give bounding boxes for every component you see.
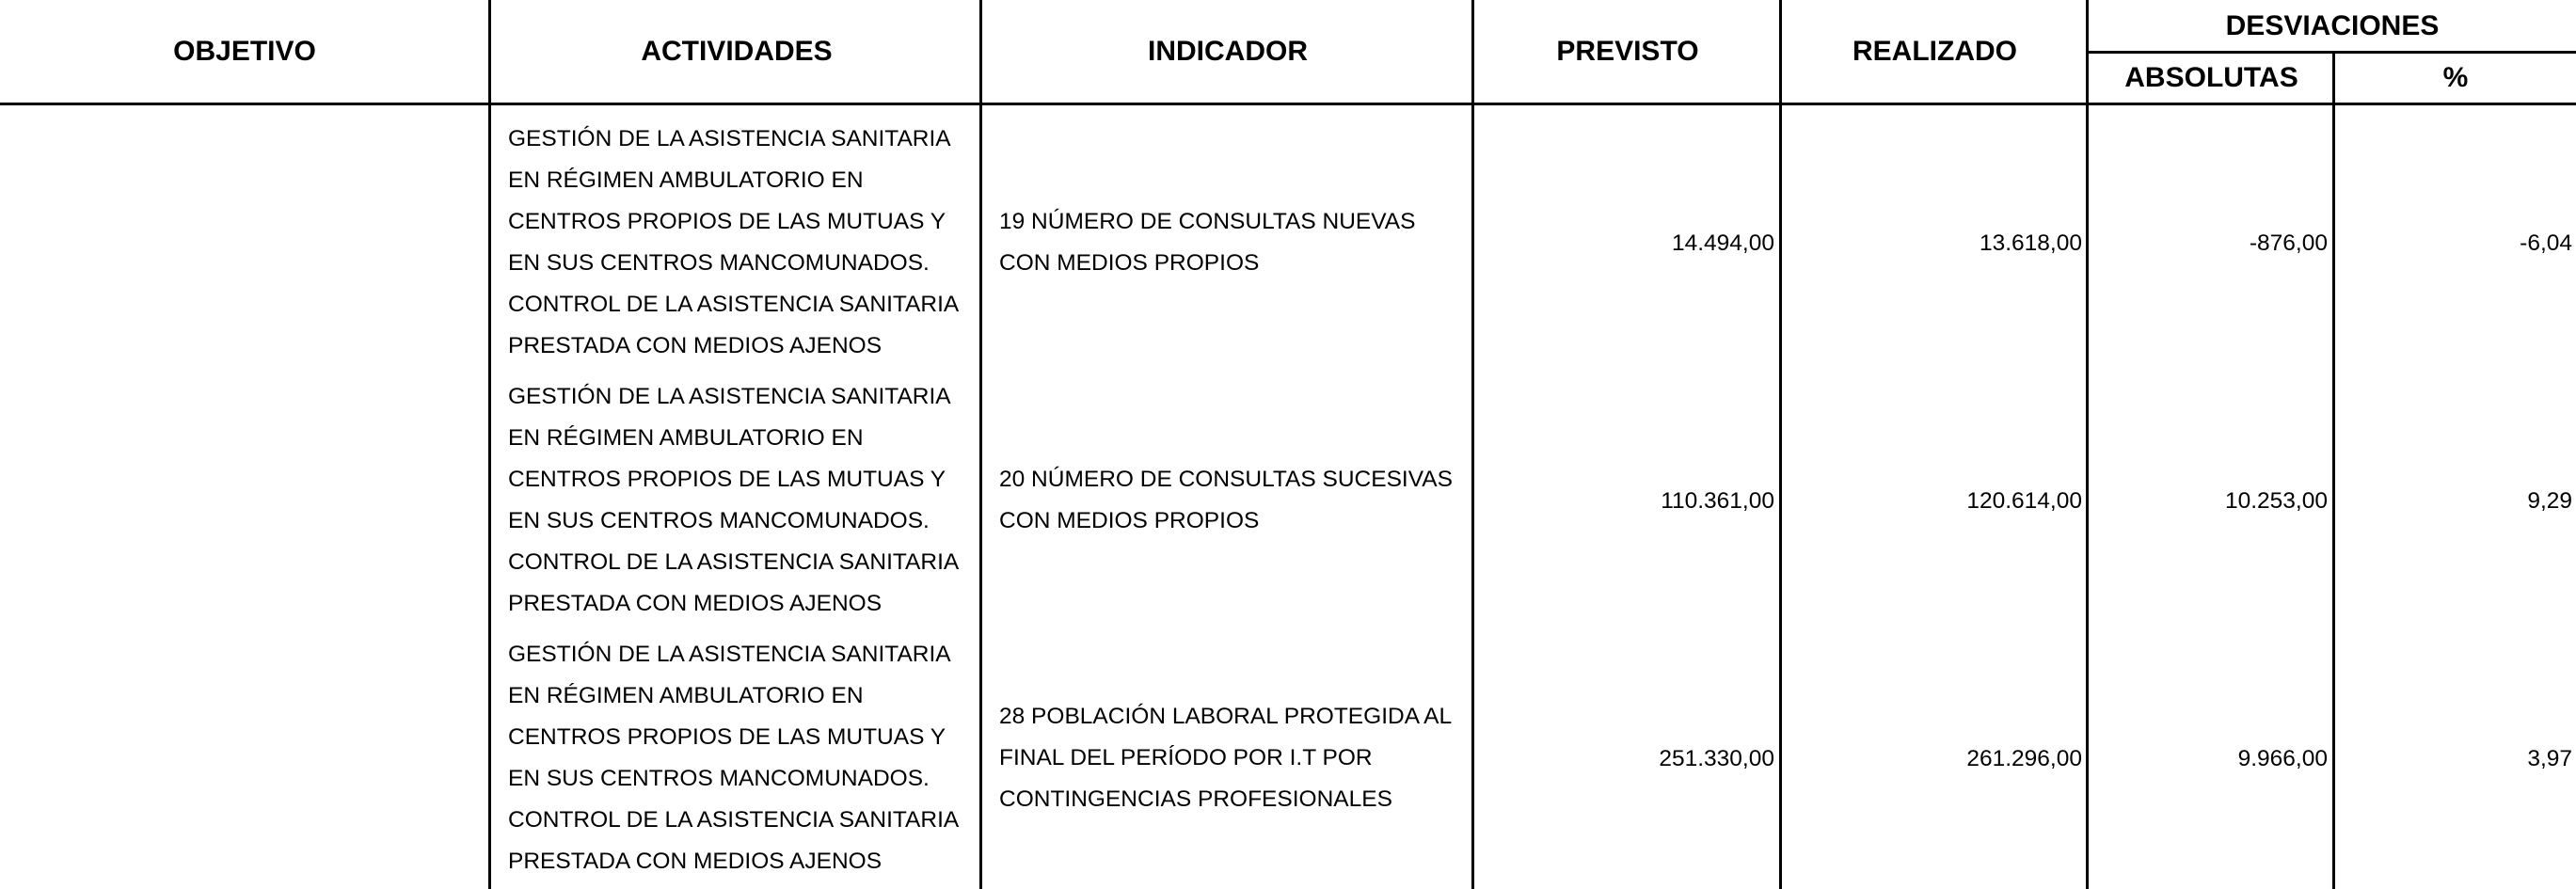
absolutas-cell: 10.253,00: [2225, 488, 2328, 514]
previsto-cell: 110.361,00: [1661, 488, 1774, 514]
table-row: [0, 119, 2576, 376]
header-indicador: INDICADOR: [1148, 36, 1308, 67]
porcentaje-cell: 3,97: [2527, 746, 2572, 771]
table-row: [0, 376, 2576, 634]
header-objetivo: OBJETIVO: [173, 36, 316, 67]
previsto-cell: 251.330,00: [1659, 746, 1774, 771]
indicador-cell: 28 POBLACIÓN LABORAL PROTEGIDA AL FINAL DEL PERÍODO POR I.T POR CONTINGENCIAS PROFESIONALES: [999, 704, 1453, 812]
header-subdivider: [2086, 51, 2576, 54]
absolutas-cell: 9.966,00: [2237, 746, 2328, 771]
porcentaje-cell: -6,04: [2520, 230, 2572, 256]
actividades-cell: GESTIÓN DE LA ASISTENCIA SANITARIA EN RÉGIMEN AMBULATORIO EN CENTROS PROPIOS DE LAS MUTUAS Y EN SUS CENTROS MANCOMUNADOS. CONTROL DE LA ASISTENCIA SANITARIA PRESTADA CON MEDIOS AJENOS: [508, 642, 960, 874]
header-previsto: PREVISTO: [1556, 36, 1699, 67]
header-absolutas: ABSOLUTAS: [2124, 62, 2298, 93]
indicador-cell: 20 NÚMERO DE CONSULTAS SUCESIVAS CON MEDIOS PROPIOS: [999, 467, 1453, 533]
realizado-cell: 120.614,00: [1966, 488, 2082, 514]
header-desviaciones: DESVIACIONES: [2225, 9, 2440, 41]
actividades-cell: GESTIÓN DE LA ASISTENCIA SANITARIA EN RÉGIMEN AMBULATORIO EN CENTROS PROPIOS DE LAS MUTUAS Y EN SUS CENTROS MANCOMUNADOS. CONTROL DE LA ASISTENCIA SANITARIA PRESTADA CON MEDIOS AJENOS: [508, 384, 960, 616]
previsto-cell: 14.494,00: [1672, 230, 1774, 256]
table-row: [0, 634, 2576, 889]
header-realizado: REALIZADO: [1852, 36, 2017, 67]
actividades-cell: GESTIÓN DE LA ASISTENCIA SANITARIA EN RÉGIMEN AMBULATORIO EN CENTROS PROPIOS DE LAS MUTUAS Y EN SUS CENTROS MANCOMUNADOS. CONTROL DE LA ASISTENCIA SANITARIA PRESTADA CON MEDIOS AJENOS: [508, 126, 960, 358]
realizado-cell: 261.296,00: [1966, 746, 2082, 771]
absolutas-cell: -876,00: [2249, 230, 2328, 256]
header-actividades: ACTIVIDADES: [641, 36, 833, 67]
porcentaje-cell: 9,29: [2527, 488, 2572, 514]
indicador-cell: 19 NÚMERO DE CONSULTAS NUEVAS CON MEDIOS PROPIOS: [999, 209, 1416, 276]
header-porcentaje: %: [2442, 62, 2469, 93]
header-bottom-rule: [0, 103, 2576, 105]
realizado-cell: 13.618,00: [1980, 230, 2082, 256]
